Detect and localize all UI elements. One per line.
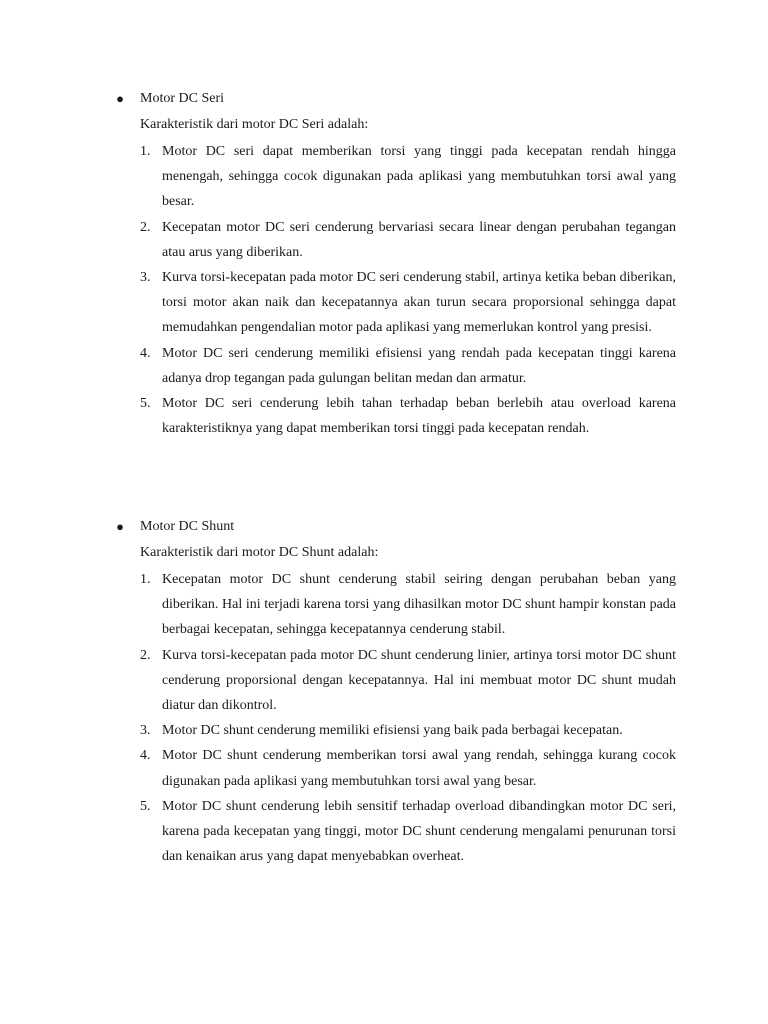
item-number: 5. (140, 798, 151, 814)
item-number: 1. (140, 572, 151, 587)
list-item (114, 743, 676, 793)
section-motor-dc-shunt (114, 516, 676, 869)
section-heading (114, 516, 676, 538)
item-text: Kurva torsi-kecepatan pada motor DC shunt cenderung linier, artinya torsi motor DC shunt cenderung proporsional dengan kecepatannya. Hal ini membuat motor DC shunt mudah diatur dan dikontrol. (162, 647, 676, 714)
characteristics-list (114, 139, 676, 441)
section-title: Motor DC Seri (140, 91, 224, 106)
list-item (114, 643, 676, 719)
section-intro: Karakteristik dari motor DC Shunt adalah: (140, 545, 379, 560)
list-item (114, 567, 676, 643)
item-number: 3. (140, 270, 151, 286)
item-text: Motor DC seri cenderung memiliki efisiensi yang rendah pada kecepatan tinggi karena adanya drop tegangan pada gulungan belitan medan dan armatur. (162, 345, 676, 386)
list-item (114, 265, 676, 341)
item-text: Kurva torsi-kecepatan pada motor DC seri cenderung stabil, artinya ketika beban diberikan, torsi motor akan naik dan kecepatannya akan turun secara proporsional sehingga dapat memudahkan pengendalian motor pada aplikasi yang memerlukan kontrol yang presisi. (162, 270, 676, 336)
section-heading (114, 88, 676, 110)
item-number: 2. (140, 219, 151, 235)
item-text: Motor DC shunt cenderung lebih sensitif terhadap overload dibandingkan motor DC seri, karena pada kecepatan yang tinggi, motor DC shunt cenderung mengalami penurunan torsi dan kenaikan arus yang dapat menyebabkan overheat. (162, 798, 676, 865)
item-number: 1. (140, 144, 151, 159)
section-title: Motor DC Shunt (140, 519, 235, 534)
item-text: Motor DC shunt cenderung memiliki efisiensi yang baik pada berbagai kecepatan. (162, 723, 623, 739)
section-intro: Karakteristik dari motor DC Seri adalah: (140, 117, 369, 132)
list-item (114, 139, 676, 215)
item-text: Kecepatan motor DC seri cenderung bervariasi secara linear dengan perubahan tegangan atau arus yang diberikan. (162, 219, 676, 260)
item-text: Kecepatan motor DC shunt cenderung stabil seiring dengan perubahan beban yang diberikan. Hal ini terjadi karena torsi yang dihasilkan motor DC shunt hampir konstan pada berbagai kecepatan, sehingga kecepatannya cenderung stabil. (162, 572, 676, 638)
item-number: 2. (140, 647, 151, 663)
list-item (114, 215, 676, 265)
list-item (114, 718, 676, 743)
list-item (114, 391, 676, 441)
bullet-icon: ● (116, 91, 124, 106)
item-text: Motor DC seri dapat memberikan torsi yang tinggi pada kecepatan rendah hingga menengah, sehingga cocok digunakan pada aplikasi yang membutuhkan torsi awal yang besar. (162, 144, 676, 210)
item-number: 3. (140, 723, 151, 739)
item-number: 5. (140, 396, 151, 412)
section-motor-dc-seri (114, 88, 676, 441)
item-text: Motor DC seri cenderung lebih tahan terhadap beban berlebih atau overload karena karakteristiknya yang dapat memberikan torsi tinggi pada kecepatan rendah. (162, 396, 676, 437)
bullet-icon: ● (116, 519, 124, 534)
item-number: 4. (140, 748, 151, 764)
item-number: 4. (140, 345, 151, 361)
list-item (114, 794, 676, 870)
characteristics-list (114, 567, 676, 869)
item-text: Motor DC shunt cenderung memberikan torsi awal yang rendah, sehingga kurang cocok digunakan pada aplikasi yang membutuhkan torsi awal yang besar. (162, 748, 676, 789)
list-item (114, 341, 676, 391)
